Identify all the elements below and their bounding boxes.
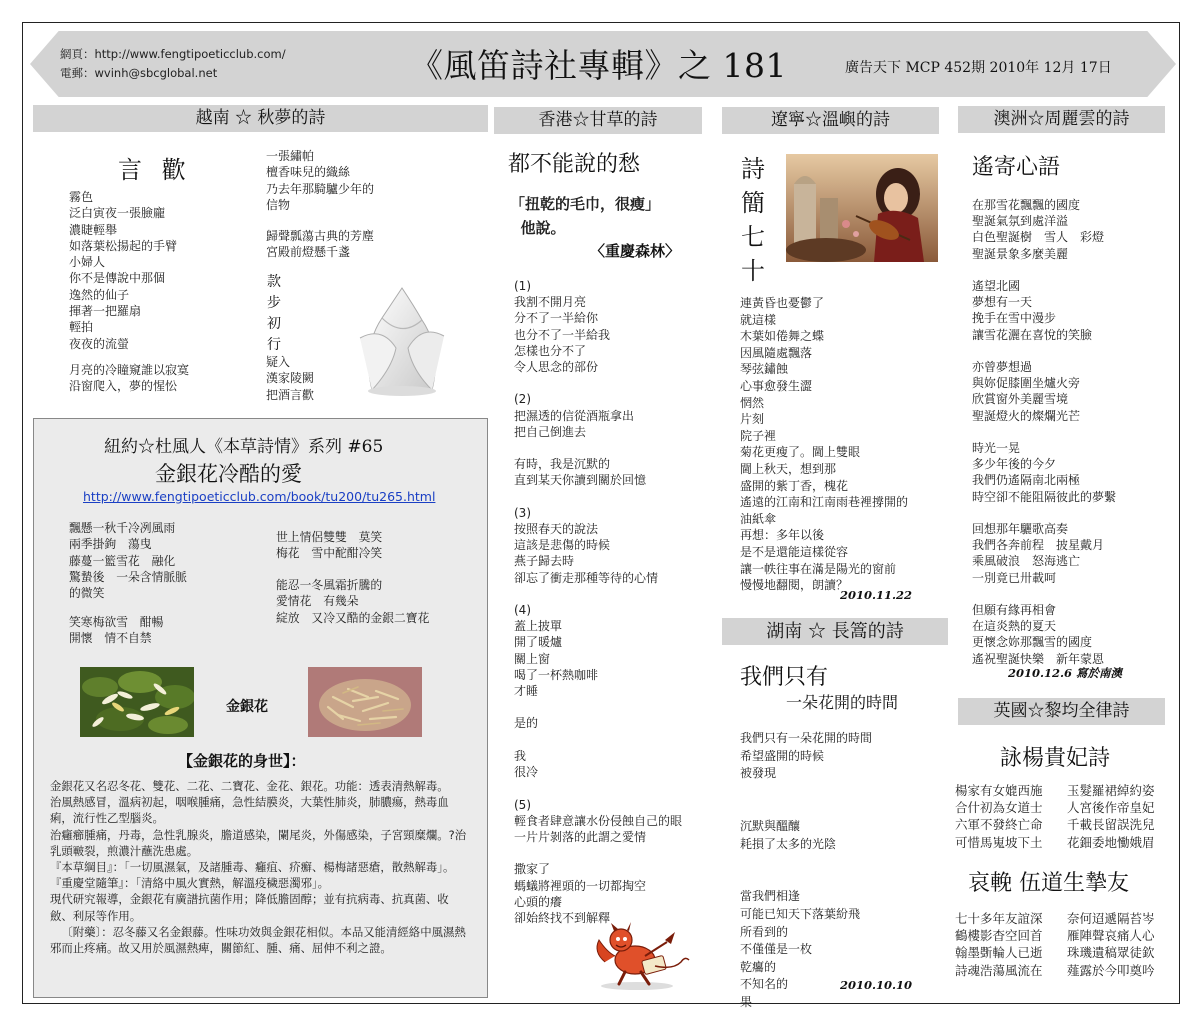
poem-body-hongkong: (1) 我割不開月亮 分不了一半給你 也分不了一半給我 怎樣也分不了 令人思念的部份 (2) 把濕透的信從酒瓶拿出 把自己倒進去 有時，我是沉默的 直到某天你讀到關於回憶 (3) 按照春天的說法 這該是悲傷的時候 燕子歸去時 卻忘了衝走那種等待的心情 (4) 蓋上披單 開了暖爐 關上窗 喝了一杯熱咖啡 才睡 是的 我 很冷 (5) 輕食者肆意讓水份侵蝕自己的眼 一片片剝落的此謂之愛情 撒家了 螞蟻將裡頭的一切都掏空 心頭的癢 卻始終找不到解釋 (514, 279, 683, 925)
origin-paragraph: 現代研究報導，金銀花有廣譜抗菌作用；降低膽固醇；並有抗病毒、抗真菌、收斂、利尿等作用。 (50, 892, 449, 923)
vertical-text (266, 272, 282, 356)
poem-stanza: 飄懸一秋千冷冽風雨 兩季掛鉤 蕩曳 藤蔓一籃雪花 融化 驚蟄後 一朵含情脈脈 的微笑 (69, 521, 187, 601)
header-website[interactable]: 網頁：http://www.fengtipoeticclub.com/ (60, 47, 286, 61)
vertical-char: 款 (267, 274, 281, 290)
poem-body-liaoning: 連黃昏也憂鬱了 就這樣 木葉如倦舞之蝶 因風隨處飄落 琴弦鏽蝕 心事愈發生澀 惘然 片刻 院子裡 菊花更瘦了。閫上雙眼 閫上秋天，想到那 盛開的紫丁香，槐花 遙遠的江南和江南雨巷裡撐開的 油紙傘 再想：多年以後 是不是還能這樣從容 讓一帙往事在滿是陽光的窗前 慢慢地翻閱，朗讀？ (740, 296, 909, 593)
folded-napkin-image (352, 278, 452, 398)
origin-paragraph: 金銀花又名忍冬花、雙花、二花、二寶花、金花、銀花。功能：透表清熱解毒。 (50, 779, 449, 793)
poem-lines-right: 奈何迢遞隔苔岑 雁陣聲哀痛人心 珠璣遺稿眾徒欽 薤露於今叩奠吟 (1067, 911, 1155, 978)
image-caption: 金銀花 (226, 699, 268, 715)
poem-stanza: 一張繡帕 檀香味兒的織絲 乃去年那騎驢少年的 信物 (266, 149, 375, 212)
poem-stanza: 笑寒梅欲雪 酣暢 開懷 情不自禁 (69, 615, 164, 646)
issue-info: 廣告天下 MCP 452期 2010年 12月 17日 (845, 60, 1112, 76)
series-title: 紐約☆杜風人《本草詩情》系列 #65 (104, 437, 384, 457)
poem-stanza: 能忍一冬風霜折騰的 愛情花 有幾朵 綻放 又冷又酷的金銀二寶花 (276, 578, 430, 625)
poem-body-hunan: 我們只有一朵花開的時間 希望盛開的時候 被發現 沉默與醞釀 耗損了太多的光陰 當我們相逢 可能已知天下落葉紛飛 所看到的 不僅僅是一枚 乾癟的 不知名的 果 (740, 731, 873, 1009)
header-contact (60, 45, 286, 83)
poem-date: 2010.10.10 (840, 978, 913, 992)
poem-title-hunan: 我們只有 (740, 665, 829, 690)
origin-paragraph: 〔附藥〕：忍冬藤又名金銀藤。性味功效與金銀花相似。本品又能清經絡中風濕熱邪而止疼痛。故又用於風濕熱痺，關節紅、腫、痛、屈伸不利之證。 (50, 924, 466, 956)
box-poem-title: 金銀花冷酷的愛 (155, 462, 302, 486)
quote-source: 〈重慶森林〉 (590, 242, 681, 260)
poem-quote: 「扭乾的毛巾，很瘦」 他說。 (510, 195, 661, 237)
poem-stanza: 疑入 漢家陵闕 把酒言歡 (266, 355, 315, 402)
poem-stanza: 世上情侶雙雙 莫笑 梅花 雪中酡酣冷笑 (276, 530, 383, 561)
poem-stanza: 歸聲瓢蕩古典的芳塵 宮殿前燈懸千盞 (266, 229, 375, 260)
section-header-hunan: 湖南 ☆ 長篙的詩 (722, 618, 948, 645)
section-header-hongkong: 香港☆甘草的詩 (494, 107, 702, 134)
origin-paragraph: 治風熱感冒，溫病初起，咽喉腫痛，急性結膜炎，大葉性肺炎，肺膿瘍，熱毒血痢，流行性乙型腦炎。 (50, 795, 449, 826)
origin-paragraph: 『本草綱目』：「一切風濕氣，及諸腫毒、癰疽、疥癬、楊梅諸惡瘡，散熱解毒」。『重慶堂隨筆』：「清絡中風火實熱，解溫疫穢惡濁邪」。 (50, 860, 455, 891)
vertical-char: 初 (267, 316, 281, 332)
page-title: 《風笛詩社專輯》之 181 (410, 46, 787, 85)
poem-title-australia: 遙寄心語 (972, 155, 1061, 180)
poem-subtitle-hunan: 一朵花開的時間 (786, 693, 899, 712)
vertical-char: 詩 (741, 155, 765, 183)
origin-paragraph: 治癰癤腫痛，丹毒，急性乳腺炎，膽道感染，闌尾炎，外傷感染，子宮頸糜爛。?治乳頭皸裂，煎濃汁蘸洗患處。 (50, 827, 467, 858)
poem-lines-right: 玉髮羅裙綽約姿 人宮後作帝皇妃 千載長留誤洗兒 花鈿委地慟娥眉 (1067, 783, 1155, 850)
section-header-vietnam: 越南 ☆ 秋夢的詩 (33, 105, 488, 132)
series-link[interactable]: http://www.fengtipoeticclub.com/book/tu200/tu265.html (83, 489, 436, 504)
poem-body-australia: 在那雪花飄飄的國度 聖誕氣氛到處洋溢 白色聖誕樹 雪人 彩燈 聖誕景象多麼美麗 遙望北國 夢想有一天 挽手在雪中漫步 讓雪花灑在喜悅的笑臉 亦曾夢想過 與妳促膝圍坐爐火旁 欣賞窗外美麗雪境 聖誕燈火的燦爛光芒 時光一晃 多少年後的今夕 我們仍遙隔南北兩極 時空卻不能阻隔彼此的夢繫 回想那年驪歌高奏 我們各奔前程 披星戴月 乘風破浪 怒海逃亡 一別竟已卅載呵 但願有緣再相會 在這炎熱的夏天 更懷念妳那飄雪的國度 遙祝聖誕快樂 新年蒙恩 (972, 198, 1117, 666)
dried-honeysuckle-image (308, 667, 422, 737)
poem-title-hongkong: 都不能說的愁 (508, 152, 641, 177)
origin-title: 【金銀花的身世】： (178, 752, 306, 770)
vertical-char: 七 (741, 223, 765, 251)
devil-mascot-image (585, 922, 695, 992)
poem-lines-left: 七十多年友誼深 鶴樓影杳空回首 翰墨斲輪人已逝 詩魂浩蕩風流在 (955, 911, 1043, 978)
vertical-char: 十 (741, 257, 765, 285)
section-header-uk: 英國☆黎均全律詩 (958, 698, 1165, 725)
honeysuckle-plant-image (80, 667, 194, 737)
poem-title-yang-guifei: 詠楊貴妃詩 (1000, 746, 1111, 771)
poem-date: 2010.11.22 (840, 588, 913, 602)
section-header-liaoning: 遼寧☆溫嶼的詩 (722, 107, 939, 134)
header-email[interactable]: 電郵：wvinh@sbcglobal.net (60, 66, 218, 80)
poem-date: 2010.12.6 寫於南澳 (1008, 666, 1123, 680)
vertical-char: 行 (267, 337, 281, 353)
vertical-poem-title (739, 152, 767, 288)
vertical-char: 簡 (741, 189, 765, 217)
violinist-painting-image (786, 154, 938, 262)
origin-body (50, 778, 470, 956)
poem-stanza: 月亮的冷瞳窺誰以寂寞 沿窗爬入，夢的惺忪 (69, 363, 190, 394)
poem-title-elegy: 哀輓 伍道生摯友 (968, 871, 1129, 896)
poem-lines-left: 楊家有女媲西施 合什初為女道士 六軍不發終亡命 可惜馬嵬坡下土 (955, 783, 1043, 850)
poem-title-yanhuan: 言 歡 (118, 156, 192, 184)
poem-stanza: 霧色 泛白寅夜一張臉龐 濃睫輕舉 如落葉松揚起的手臂 小婦人 你不是傳說中那個 逸然的仙子 揮著一把羅扇 輕拍 夜夜的流螢 (69, 190, 178, 351)
section-header-australia: 澳洲☆周麗雲的詩 (958, 106, 1165, 133)
vertical-char: 步 (267, 295, 281, 311)
